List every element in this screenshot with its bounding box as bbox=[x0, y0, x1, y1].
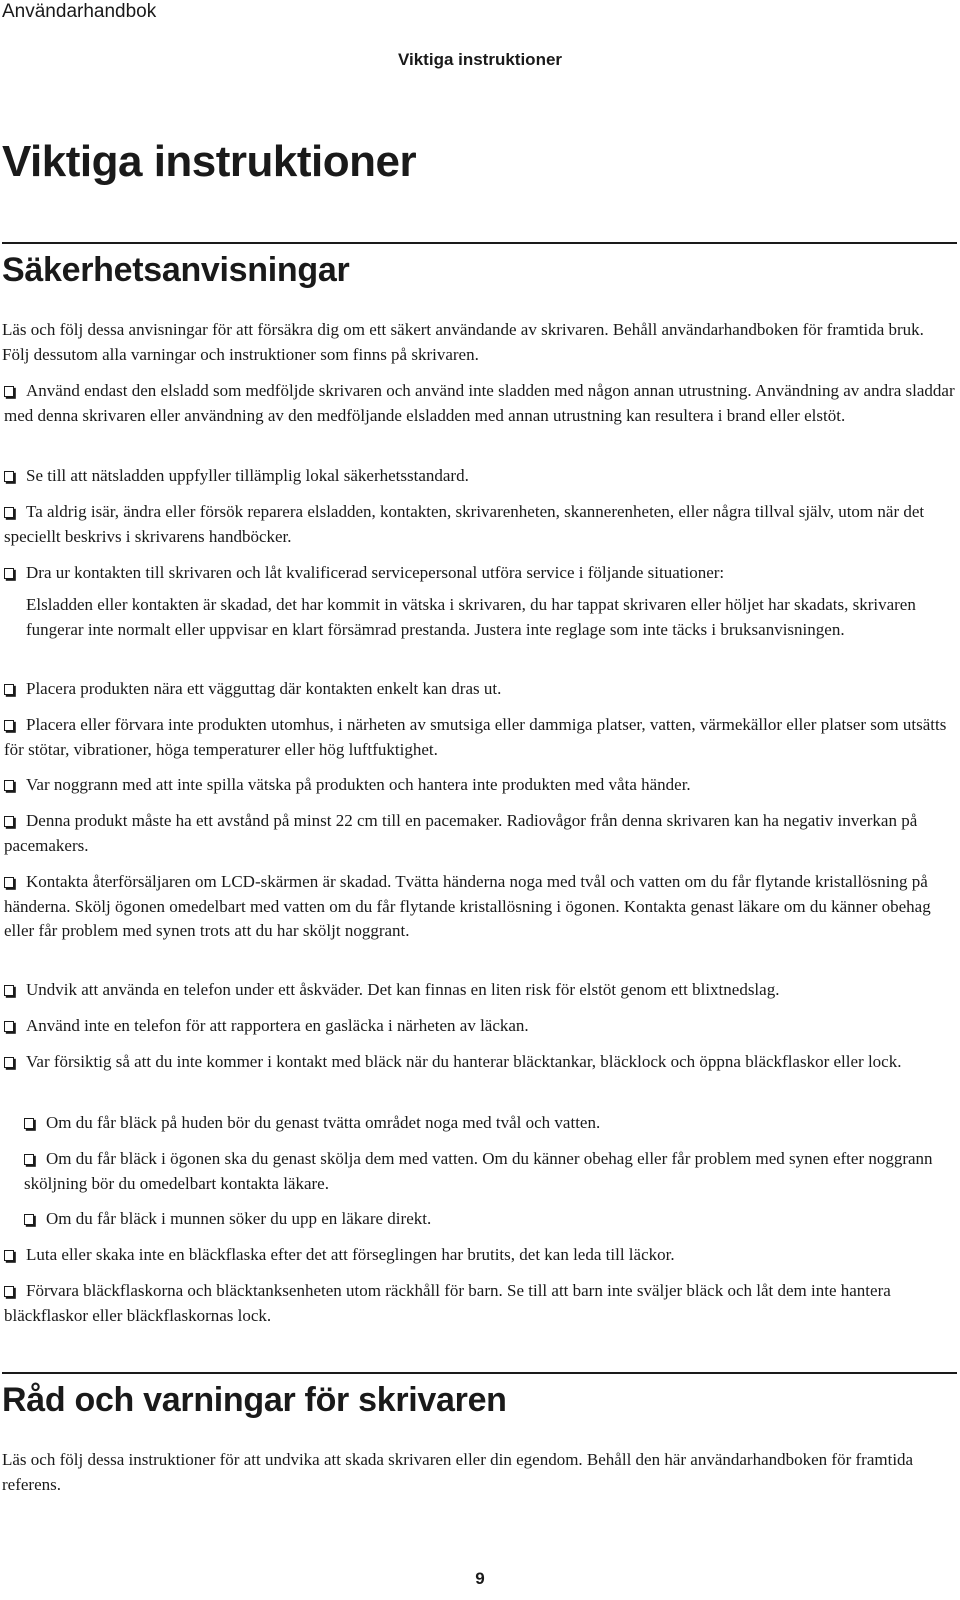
list-item-text: Förvara bläckflaskorna och bläcktanksenheten utom räckhåll för barn. Se till att barn inte sväljer bläck och låt dem inte hantera bläckflaskor eller bläckflaskornas lock. bbox=[4, 1281, 891, 1325]
list-item-text: Om du får bläck i munnen söker du upp en läkare direkt. bbox=[46, 1209, 432, 1228]
checkbox-bullet-icon bbox=[4, 985, 14, 996]
checkbox-bullet-icon bbox=[4, 1286, 14, 1297]
section-divider-safety bbox=[2, 242, 957, 244]
list-item-text: Använd endast den elsladd som medföljde skrivaren och använd inte sladden med någon annan utrustning. Användning av andra sladdar med denna skrivaren eller användning av den medföljande elsladden med annan utrustning kan resultera i brand eller elstöt. bbox=[4, 381, 955, 425]
list-item-text: Undvik att använda en telefon under ett åskväder. Det kan finnas en liten risk för elstöt genom ett blixtnedslag. bbox=[26, 980, 780, 999]
checkbox-bullet-icon bbox=[24, 1214, 34, 1225]
section-divider-printer-advice bbox=[2, 1372, 957, 1374]
checkbox-bullet-icon bbox=[4, 780, 14, 791]
checkbox-bullet-icon bbox=[24, 1118, 34, 1129]
list-item-text: Använd inte en telefon för att rapportera en gasläcka i närheten av läckan. bbox=[26, 1016, 529, 1035]
list-item-text: Kontakta återförsäljaren om LCD-skärmen är skadad. Tvätta händerna noga med tvål och vatten om du får flytande kristallösning på händerna. Skölj ögonen omedelbart med vatten om du får flytande kristallösning i ögonen. Kontakta genast läkare om du känner obehag eller får problem med synen trots att du har sköljt noggrant. bbox=[4, 872, 931, 940]
list-item-text: Denna produkt måste ha ett avstånd på minst 22 cm till en pacemaker. Radiovågor från denna skrivaren kan ha negativ inverkan på pacemakers. bbox=[4, 811, 918, 855]
list-item-text: Om du får bläck i ögonen ska du genast skölja dem med vatten. Om du känner obehag eller får problem med synen efter noggrann sköljning bör du omedelbart kontakta läkare. bbox=[24, 1149, 933, 1193]
safety-heading: Säkerhetsanvisningar bbox=[2, 251, 350, 289]
checkbox-bullet-icon bbox=[4, 720, 14, 731]
list-item-text: Var försiktig så att du inte kommer i kontakt med bläck när du hanterar bläcktankar, bläcklock och öppna bläckflaskor eller lock. bbox=[26, 1052, 902, 1071]
ink-subitem-skin bbox=[24, 1111, 956, 1136]
list-item-text: Se till att nätsladden uppfyller tillämplig lokal säkerhetsstandard. bbox=[26, 466, 469, 485]
safety-item-pacemaker bbox=[4, 809, 956, 858]
list-item-text: Dra ur kontakten till skrivaren och låt kvalificerad servicepersonal utföra service i följande situationer: bbox=[26, 563, 725, 582]
safety-item-wall-outlet bbox=[4, 677, 956, 702]
chapter-title: Viktiga instruktioner bbox=[2, 137, 417, 186]
printer-advice-heading: Råd och varningar för skrivaren bbox=[2, 1381, 507, 1419]
safety-item-power-cord bbox=[4, 379, 956, 428]
ink-subitem-eyes bbox=[24, 1147, 956, 1196]
checkbox-bullet-icon bbox=[4, 1250, 14, 1261]
checkbox-bullet-icon bbox=[4, 1057, 14, 1068]
checkbox-bullet-icon bbox=[4, 877, 14, 888]
safety-item-children bbox=[4, 1279, 956, 1328]
ink-subitem-mouth bbox=[24, 1207, 956, 1232]
checkbox-bullet-icon bbox=[4, 568, 14, 579]
checkbox-bullet-icon bbox=[4, 1021, 14, 1032]
checkbox-bullet-icon bbox=[4, 684, 14, 695]
service-situations-text: Elsladden eller kontakten är skadad, det har kommit in vätska i skrivaren, du har tappat skrivaren eller höljet har skadats, skrivaren fungerar inte normalt eller uppvisar en klart försämrad prestanda. Justera inte reglage som inte täcks i bruksanvisningen. bbox=[26, 595, 916, 639]
running-header-manual-title: Användarhandbok bbox=[2, 1, 157, 22]
running-header-section-title: Viktiga instruktioner bbox=[397, 50, 563, 69]
checkbox-bullet-icon bbox=[4, 507, 14, 518]
list-item-text: Luta eller skaka inte en bläckflaska efter det att förseglingen har brutits, det kan leda till läckor. bbox=[26, 1245, 675, 1264]
safety-intro: Läs och följ dessa anvisningar för att försäkra dig om ett säkert användande av skrivaren. Behåll användarhandboken för framtida bruk. Följ dessutom alla varningar och instruktioner som finns på skrivaren. bbox=[2, 320, 924, 364]
list-item-text: Var noggrann med att inte spilla vätska på produkten och hantera inte produkten med våta händer. bbox=[26, 775, 691, 794]
list-item-text: Om du får bläck på huden bör du genast tvätta området noga med tvål och vatten. bbox=[46, 1113, 601, 1132]
safety-item-power-standard bbox=[4, 464, 956, 489]
safety-item-placement bbox=[4, 713, 956, 762]
safety-item-lcd bbox=[4, 870, 956, 944]
list-item-text: Placera eller förvara inte produkten utomhus, i närheten av smutsiga eller dammiga platser, vatten, värmekällor eller platser som utsätts för stötar, vibrationer, höga temperaturer eller hög luftfuktighet. bbox=[4, 715, 947, 759]
safety-item-gas-leak bbox=[4, 1014, 956, 1039]
safety-item-ink-contact bbox=[4, 1050, 956, 1075]
safety-item-thunderstorm bbox=[4, 978, 956, 1003]
checkbox-bullet-icon bbox=[4, 471, 14, 482]
checkbox-bullet-icon bbox=[4, 386, 14, 397]
checkbox-bullet-icon bbox=[4, 816, 14, 827]
safety-item-unplug-service bbox=[4, 561, 956, 586]
list-item-text: Ta aldrig isär, ändra eller försök reparera elsladden, kontakten, skrivarenheten, skannerenheten, eller några tillval själv, utom när det speciellt beskrivs i skrivarens handböcker. bbox=[4, 502, 925, 546]
page-number: 9 bbox=[475, 1569, 485, 1588]
safety-item-no-disassembly bbox=[4, 500, 956, 549]
safety-item-ink-bottle bbox=[4, 1243, 956, 1268]
printer-advice-intro: Läs och följ dessa instruktioner för att undvika att skada skrivaren eller din egendom. Behåll den här användarhandboken för framtida referens. bbox=[2, 1450, 914, 1494]
checkbox-bullet-icon bbox=[24, 1154, 34, 1165]
safety-item-liquids bbox=[4, 773, 956, 798]
list-item-text: Placera produkten nära ett vägguttag där kontakten enkelt kan dras ut. bbox=[26, 679, 502, 698]
